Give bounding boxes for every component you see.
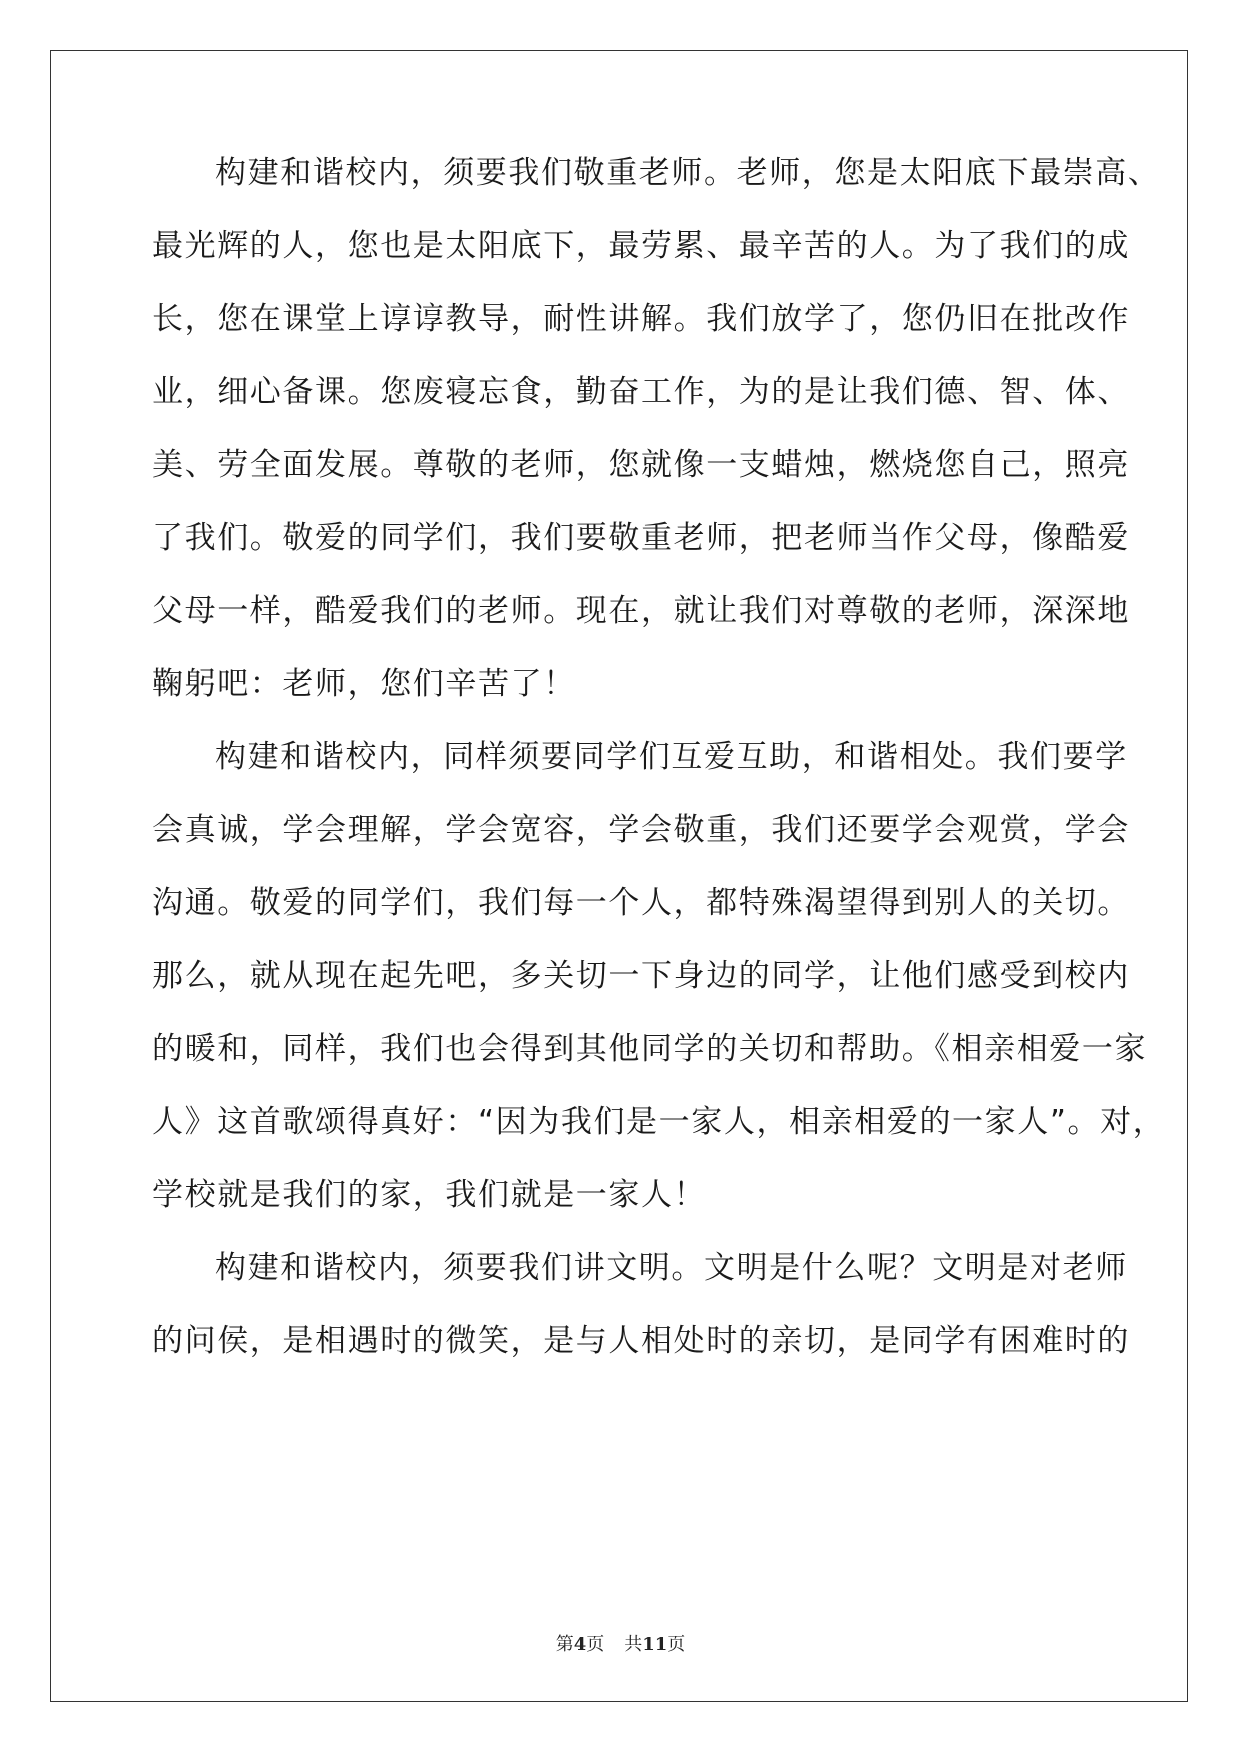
paragraph-2-line-6: 人》这首歌颂得真好：“因为我们是一家人，相亲相爱的一家人”。对， xyxy=(152,1104,1166,1140)
paragraph-1-line-1: 构建和谐校内，须要我们敬重老师。老师，您是太阳底下最崇高、 xyxy=(215,155,1161,191)
paragraph-1-line-6: 了我们。敬爱的同学们，我们要敬重老师，把老师当作父母，像酷爱 xyxy=(152,520,1130,556)
paragraph-3-line-2: 的问侯，是相遇时的微笑，是与人相处时的亲切，是同学有困难时的 xyxy=(152,1323,1130,1359)
page-footer xyxy=(0,1630,1241,1656)
paragraph-1-line-7: 父母一样，酷爱我们的老师。现在，就让我们对尊敬的老师，深深地 xyxy=(152,593,1130,629)
paragraph-1-line-3: 长，您在课堂上谆谆教导，耐性讲解。我们放学了，您仍旧在批改作 xyxy=(152,301,1130,337)
paragraph-2-line-7: 学校就是我们的家，我们就是一家人！ xyxy=(152,1177,707,1213)
paragraph-2-line-5: 的暖和，同样，我们也会得到其他同学的关切和帮助。《相亲相爱一家 xyxy=(152,1031,1148,1067)
current-page-number: 4 xyxy=(573,1634,587,1655)
paragraph-3-line-1: 构建和谐校内，须要我们讲文明。文明是什么呢？文明是对老师 xyxy=(215,1250,1128,1286)
footer-prefix: 第 xyxy=(555,1634,574,1655)
footer-total-prefix: 共 xyxy=(624,1634,643,1655)
paragraph-1-line-4: 业，细心备课。您废寝忘食，勤奋工作，为的是让我们德、智、体、 xyxy=(152,374,1130,410)
paragraph-1-line-8: 鞠躬吧：老师，您们辛苦了！ xyxy=(152,666,576,702)
paragraph-2-line-3: 沟通。敬爱的同学们，我们每一个人，都特殊渴望得到别人的关切。 xyxy=(152,885,1130,921)
total-page-count: 11 xyxy=(642,1634,668,1655)
paragraph-1-line-2: 最光辉的人，您也是太阳底下，最劳累、最辛苦的人。为了我们的成 xyxy=(152,228,1130,264)
paragraph-2-line-1: 构建和谐校内，同样须要同学们互爱互助，和谐相处。我们要学 xyxy=(215,739,1128,775)
paragraph-2-line-2: 会真诚，学会理解，学会宽容，学会敬重，我们还要学会观赏，学会 xyxy=(152,812,1130,848)
paragraph-1-line-5: 美、劳全面发展。尊敬的老师，您就像一支蜡烛，燃烧您自己，照亮 xyxy=(152,447,1130,483)
footer-page-suffix: 页 xyxy=(586,1634,605,1655)
footer-total-suffix: 页 xyxy=(667,1634,686,1655)
paragraph-2-line-4: 那么，就从现在起先吧，多关切一下身边的同学，让他们感受到校内 xyxy=(152,958,1130,994)
page-border xyxy=(50,50,1188,1702)
